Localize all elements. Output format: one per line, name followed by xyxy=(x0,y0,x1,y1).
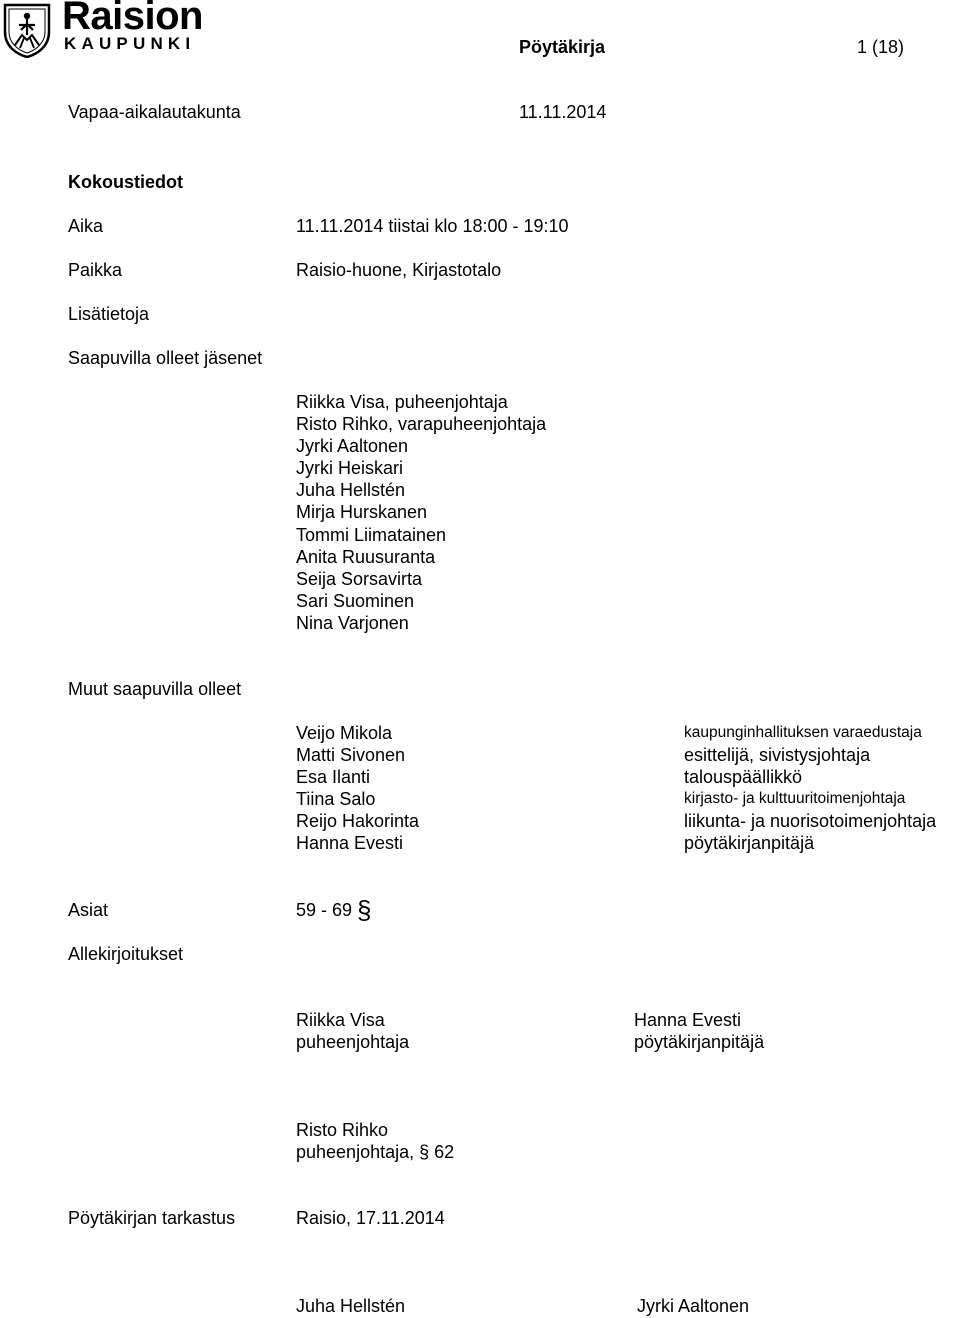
header-date: 11.11.2014 xyxy=(519,102,607,122)
member-item: Jyrki Heiskari xyxy=(296,458,404,479)
committee-name: Vapaa-aikalautakunta xyxy=(68,102,241,122)
member-item: Risto Rihko, varapuheenjohtaja xyxy=(296,414,547,435)
reviewer-name: Jyrki Aaltonen xyxy=(637,1296,750,1316)
signature-role xyxy=(296,1141,454,1163)
page-number: 1 (18) xyxy=(857,37,905,57)
other-attendee-name: Esa Ilanti xyxy=(296,767,371,788)
member-item: Jyrki Aaltonen xyxy=(296,436,409,457)
other-attendee-role: kaupunginhallituksen varaedustaja xyxy=(684,724,922,741)
section-number: 62 xyxy=(434,1142,455,1162)
signature-role: pöytäkirjanpitäjä xyxy=(634,1032,765,1052)
member-item: Sari Suominen xyxy=(296,590,415,611)
signature-role-text: puheenjohtaja, xyxy=(296,1142,415,1162)
logo-name: Raision xyxy=(62,0,203,38)
other-attendee-role: liikunta- ja nuorisotoimenjohtaja xyxy=(684,811,937,832)
reviewer-name: Juha Hellstén xyxy=(296,1296,406,1316)
signature-role: puheenjohtaja xyxy=(296,1032,410,1052)
other-attendee-role: esittelijä, sivistysjohtaja xyxy=(684,745,871,766)
other-attendee-role: talouspäällikkö xyxy=(684,767,803,788)
other-attendee-name: Matti Sivonen xyxy=(296,745,406,766)
review-value: Raisio, 17.11.2014 xyxy=(296,1208,445,1228)
matters-label: Asiat xyxy=(68,900,109,920)
other-attendee-role: kirjasto- ja kulttuuritoimenjohtaja xyxy=(684,790,906,808)
member-item: Nina Varjonen xyxy=(296,612,409,633)
info-label: Lisätietoja xyxy=(68,304,150,324)
matters-value: 59 - 69 xyxy=(296,900,353,920)
section-mark-icon: § xyxy=(357,895,372,925)
coat-of-arms-icon xyxy=(2,2,52,58)
signature-name: Risto Rihko xyxy=(296,1120,389,1140)
signature-name: Hanna Evesti xyxy=(634,1010,742,1030)
other-attendee-name: Reijo Hakorinta xyxy=(296,811,420,832)
member-item: Juha Hellstén xyxy=(296,480,406,501)
other-attendee-name: Hanna Evesti xyxy=(296,833,404,854)
time-label: Aika xyxy=(68,216,104,236)
review-label: Pöytäkirjan tarkastus xyxy=(68,1208,236,1228)
members-list xyxy=(296,391,546,634)
other-attendee-name: Tiina Salo xyxy=(296,789,376,810)
time-value: 11.11.2014 tiistai klo 18:00 - 19:10 xyxy=(296,216,569,236)
place-label: Paikka xyxy=(68,260,123,280)
member-item: Seija Sorsavirta xyxy=(296,568,423,589)
other-attendee-name: Veijo Mikola xyxy=(296,723,393,743)
signatures-label: Allekirjoitukset xyxy=(68,944,184,964)
member-item: Tommi Liimatainen xyxy=(296,524,447,545)
member-item: Riikka Visa, puheenjohtaja xyxy=(296,392,508,412)
members-label: Saapuvilla olleet jäsenet xyxy=(68,348,263,368)
others-roles xyxy=(684,722,936,855)
other-attendee-role: pöytäkirjanpitäjä xyxy=(684,833,815,854)
logo-subtitle: KAUPUNKI xyxy=(64,34,196,53)
member-item: Mirja Hurskanen xyxy=(296,502,428,523)
signature-name: Riikka Visa xyxy=(296,1010,385,1030)
others-label: Muut saapuvilla olleet xyxy=(68,679,242,699)
section-mark-icon: § xyxy=(419,1142,430,1162)
document-type: Pöytäkirja xyxy=(519,37,606,57)
section-title: Kokoustiedot xyxy=(68,172,183,192)
member-item: Anita Ruusuranta xyxy=(296,546,436,567)
place-value: Raisio-huone, Kirjastotalo xyxy=(296,260,502,280)
others-names xyxy=(296,722,419,855)
